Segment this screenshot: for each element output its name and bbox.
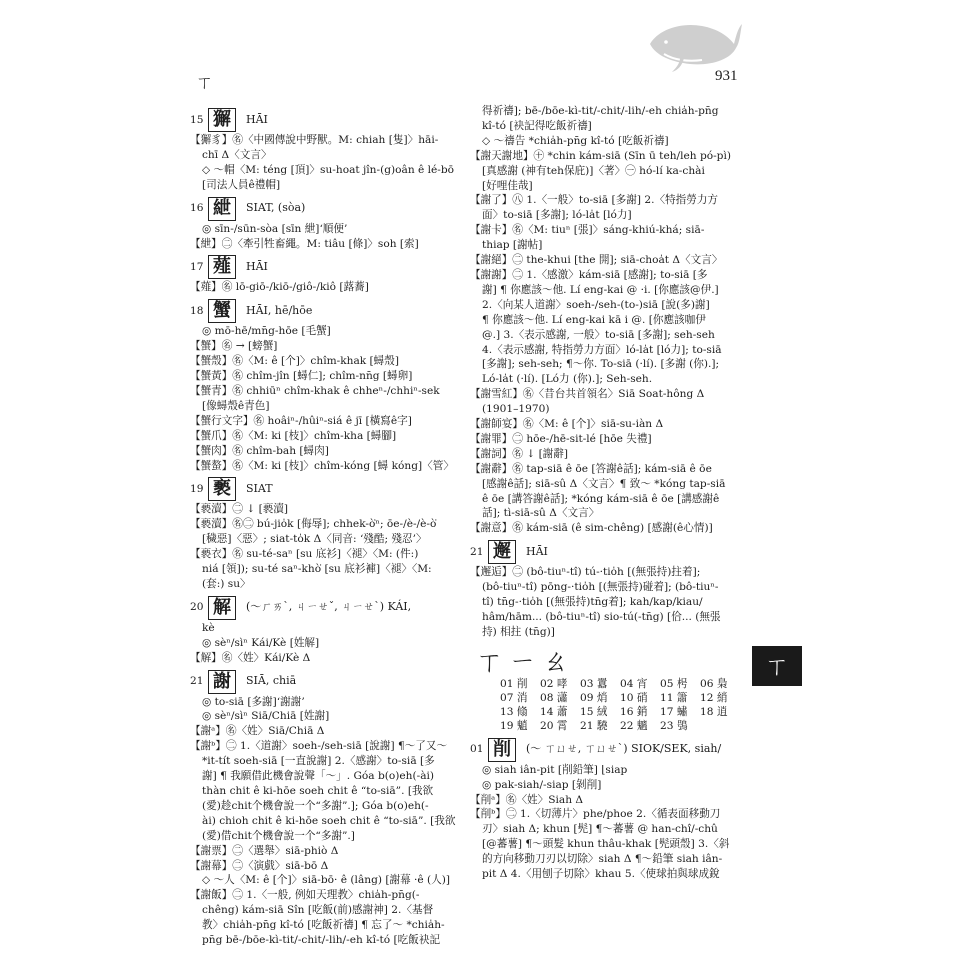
whale-logo-icon — [644, 14, 744, 76]
entry-line: 謝] ¶ 你應該～他. Lí eng-kai @ ·i. [你應該@伊.] — [482, 283, 719, 296]
entry-line: 【謝意】㊔ kám-siā (ê sim-chêng) [感謝(ê心情)] — [470, 522, 713, 535]
entry-character: 解 — [208, 596, 236, 620]
entry-character: 褻 — [208, 477, 236, 501]
entry-line: 刃〉siah Δ; khun [髡] ¶～蕃薯 @ han-chî/-chû — [482, 823, 718, 836]
entry-line: 【削ᵇ】㊁ 1.〈切薄片〉phe/phoe 2.〈循表面移動刀 — [470, 808, 721, 821]
entry-head — [190, 196, 460, 222]
entry-line: (bô-tiuⁿ-tî) pōng-·tio̍h [(無張持)碰着]; (bô-tiuⁿ- — [482, 581, 719, 594]
entry-line: 【解】㊔〈姓〉Kái/Kè Δ — [190, 651, 311, 664]
variant-item: 05 枵 — [660, 677, 688, 690]
entry-number: 21 — [470, 545, 484, 558]
variant-item: 02 哮 — [540, 677, 568, 690]
entry-character: 蟹 — [208, 299, 236, 323]
entry-line: 持) 相拄 (tn̄g)] — [482, 625, 555, 638]
entry-character: 削 — [488, 738, 516, 762]
entry-line: 話]; tì-siā-sû Δ〈文言〉 — [482, 507, 600, 520]
entry-reading: (～ ㄒㄩㄝ, ㄒㄩㄝˋ) SIOK/SEK, siah/ — [526, 742, 722, 756]
variant-item: 01 削 — [500, 677, 528, 690]
entry-line: (1901–1970) — [482, 403, 550, 416]
entry-line: ◎ to-siā [多謝]‘謝謝’ — [202, 695, 305, 708]
entry-head — [190, 669, 460, 695]
entry-line: 【蟹】㊔ → [螃蟹] — [190, 340, 278, 353]
entry-number: 17 — [190, 260, 204, 273]
entry-line: 的方向移動刀刃以切除〉siah Δ ¶～鉛筆 siah iân- — [482, 853, 723, 866]
entry-character: 獬 — [208, 108, 236, 132]
variant-item: 07 消 — [500, 691, 528, 704]
right-column — [470, 104, 770, 882]
variant-item: 16 銷 — [620, 705, 648, 718]
entry-number: 21 — [190, 675, 204, 688]
variant-item: 12 綃 — [700, 691, 728, 704]
entry-line: ¶ 你應該～他. Lí eng-kai kā i @. [你應該咖伊 — [482, 313, 706, 326]
entry-line: ◇ ～帽〈M: téng [頂]〉su-hoat jîn-(g)oân ê lé-bō — [202, 163, 455, 176]
entry-line: 【褻瀆】㊔㊁ bú-jio̍k [侮辱]; chhek-ò͘ⁿ; ōe-/è-/è-ò͘ — [190, 518, 437, 531]
entry-line: ◎ siah iân-pit [削鉛筆] ⌊siap — [482, 763, 628, 776]
entry-line: 【蟹青】㊔ chhiūⁿ chîm-khak ê chheⁿ-/chhiⁿ-sek — [190, 384, 440, 397]
page-number: 931 — [715, 68, 738, 84]
entry-line: 【謝天謝地】㊉ *chin kám-siā (Sīn ū teh/leh pó-pì) — [470, 149, 731, 162]
entry-line: 【邂逅】㊁ (bô-tiuⁿ-tî) tú-·tio̍h [(無張持)拄着]; — [470, 566, 701, 579]
entry-line: ◎ sèⁿ/sìⁿ Siā/Chiā [姓謝] — [202, 710, 330, 723]
entry-line: 【謝ᵇ】㊁ 1.〈道謝〉soeh-/seh-siā [說謝] ¶～了又～ — [190, 740, 448, 753]
entry-line: 【謝詞】㊔ ↓ [謝辭] — [470, 447, 569, 460]
entry-number: 01 — [470, 743, 484, 756]
entry-line: 【蟹黃】㊔ chîm-jîn [蟳仁]; chîm-nn̄g [蟳卵] — [190, 370, 413, 383]
variant-item: 10 硝 — [620, 691, 648, 704]
entry-line: 【謝ᵃ】㊔〈姓〉Siā/Chiā Δ — [190, 725, 325, 738]
entry-line: 【謝幕】㊁〈演戲〉siā-bō Δ — [190, 859, 329, 872]
entry-reading: SIAT — [246, 481, 273, 495]
variant-item: 20 霄 — [540, 719, 568, 732]
entry-line: 【削ᵃ】㊔〈姓〉Siah Δ — [470, 793, 584, 806]
variant-item: 06 梟 — [700, 677, 728, 690]
entry-reading: SIĀ, chiā — [246, 674, 297, 688]
variant-item: 19 魈 — [500, 719, 528, 732]
entry-number: 15 — [190, 113, 204, 126]
entry-line: kî-tó [袂記得吃飯祈禱] — [482, 119, 592, 132]
variant-item: 04 宵 — [620, 677, 648, 690]
entry-line: 2.〈向某人道謝〉soeh-/seh-(to-)siā [說(多)謝] — [482, 298, 710, 311]
entry-head — [190, 298, 460, 324]
entry-line: 【謝飯】㊁ 1.〈一般, 例如天理教〉chia̍h-pn̄g(- — [190, 889, 420, 902]
entry-line: 【謝了】㊇ 1.〈一般〉to-siā [多謝] 2.〈特指勞力方 — [470, 194, 719, 207]
entry-line: ◇ ～禱告 *chia̍h-pn̄g kî-tó [吃飯祈禱] — [482, 134, 669, 147]
variant-item: 11 簫 — [660, 691, 688, 704]
entry-line: pit Δ 4.〈用刨子切除〉khau 5.〈使球拍與球成銳 — [482, 868, 720, 881]
variant-item: 23 鴞 — [660, 719, 688, 732]
entry-line: 【謝罪】㊁ hōe-/hē-sit-lé [hōe 失禮] — [470, 432, 652, 445]
entry-reading: (～ㄏㄞˋ, ㄐㄧㄝˇ, ㄐㄧㄝˋ) KÁI, — [246, 600, 412, 614]
entry-reading: HĀI — [246, 259, 268, 273]
entry-head — [190, 107, 460, 133]
entry-reading: HĀI — [246, 112, 268, 126]
entry-line: (套:) su〉 — [202, 577, 251, 590]
section-heading: ㄒㄧㄠ — [476, 646, 575, 678]
entry-line: 面〉to-siā [多謝]; ló-la̍t [ló力] — [482, 209, 632, 222]
entry-line: ◎ sèⁿ/sìⁿ Kái/Kè [姓解] — [202, 636, 320, 649]
entry-line: 【謝票】㊁〈選舉〉siā-phiò Δ — [190, 844, 339, 857]
entry-line: ◎ mō-hē/mn̄g-hōe [毛蟹] — [202, 325, 331, 338]
entry-head — [190, 595, 460, 621]
side-index-tab: ㄒ — [752, 646, 802, 686]
entry-line: 【謝絕】㊁ the-khui [the 開]; siā-choa̍t Δ〈文言〉 — [470, 254, 723, 267]
entry-head — [470, 737, 770, 763]
entry-line: 謝] ¶ 我願借此機會說聲「～」. Góa b(o)eh(-ài) — [202, 770, 435, 783]
entry-line: 【蟹肉】㊔ chîm-bah [蟳肉] — [190, 444, 329, 457]
entry-line: @.] 3.〈表示感謝, 一般〉to-siā [多謝]; seh-seh — [482, 328, 715, 341]
entry-character: 謝 — [208, 670, 236, 694]
entry-line: Ló-la̍t (·lí). [Ló力 (你).]; Seh-seh. — [482, 373, 653, 386]
variant-item: 15 絨 — [580, 705, 608, 718]
entry-reading: HĀI, hē/hōe — [246, 303, 313, 317]
variant-item: 22 魑 — [620, 719, 648, 732]
entry-line: 得祈禱]; bē-/bōe-kì-tit/-chit/-lih/-eh chia̍h-pn̄g — [482, 105, 719, 117]
entry-number: 16 — [190, 202, 204, 215]
entry-line: 【蟹爪】㊔〈M: ki [枝]〉chîm-kha [蟳腳] — [190, 429, 397, 442]
entry-line: thàn chit ê ki-hōe soeh chit ê “to-siā”. [我欲 — [202, 785, 434, 797]
variant-item: 21 驍 — [580, 719, 608, 732]
entry-line: 4.〈表示感謝, 特指勞力方面〉ló-la̍t [ló力]; to-siā — [482, 343, 722, 356]
entry-line: [真感謝 (神有teh保庇)]〈著〉㊀ hó-lí ka-chài — [482, 164, 705, 177]
entry-line: kè — [202, 621, 215, 634]
right-column-entries — [470, 104, 770, 640]
header-section-glyph: ㄒ — [196, 73, 213, 93]
entry-reading: HĀI — [526, 544, 548, 558]
variant-character-list — [470, 677, 770, 733]
entry-character: 紲 — [208, 197, 236, 221]
entry-line: thiap [謝帖] — [482, 239, 543, 252]
entry-head — [470, 539, 770, 565]
entry-line: pn̄g bē-/bōe-kì-tit/-chit/-lih/-eh kî-tó [吃飯袂記 — [202, 934, 441, 947]
left-column — [190, 104, 460, 948]
section-entries — [470, 763, 770, 882]
entry-number: 18 — [190, 304, 204, 317]
entry-line: [@蕃薯] ¶～頭髮 khun thâu-khak [髡頭殼] 3.〈斜 — [482, 838, 730, 851]
entry-line: ◇ ～人〈M: ê [个]〉siā-bō· ê (lâng) [謝幕 ·ê (人)] — [202, 874, 451, 887]
entry-line: 【謝師宴】㊔〈M: ê [个]〉siā-su-iàn Δ — [470, 418, 664, 431]
variant-item: 14 蕭 — [540, 705, 568, 718]
entry-line: 【謝謝】㊁ 1.〈感激〉kám-siā [感謝]; to-siā [多 — [470, 268, 708, 281]
entry-line: chī Δ〈文言〉 — [202, 148, 272, 161]
variant-item: 08 瀟 — [540, 691, 568, 704]
entry-line: ◎ sīn-/sūn-sòa [sīn 紲]‘順便’ — [202, 222, 348, 235]
entry-line: [司法人員ê禮帽] — [202, 178, 281, 191]
entry-line: niá [領]); su-té saⁿ-khò͘ [su 底衫褲]〈褪〉〈M: — [202, 563, 432, 576]
entry-character: 邂 — [488, 540, 516, 564]
entry-line: 【紲】㊁〈牽引牲畜繩。M: tiâu [條]〉soh [索] — [190, 237, 419, 250]
entry-line: 【蟹行文字】㊔ hoâiⁿ-/hûiⁿ-siá ê jī [橫寫ê字] — [190, 414, 412, 427]
entry-head — [190, 254, 460, 280]
entry-number: 20 — [190, 601, 204, 614]
variant-item: 03 囂 — [580, 677, 608, 690]
entry-line: *it-tít soeh-siā [一直說謝] 2.〈感謝〉to-siā [多 — [202, 755, 435, 768]
entry-line: 【薤】㊔ lō-giō-/kiō-/giô-/kiô [蕗蕎] — [190, 281, 369, 294]
entry-line: 【蟹螯】㊔〈M: ki [枝]〉chîm-kóng [蟳 kóng]〈管〉 — [190, 459, 454, 472]
entry-line: (愛)趁chit个機會說一个“多謝”.]; Góa b(o)eh(- — [202, 799, 429, 812]
entry-line: [感謝ê話]; siā-sû Δ〈文言〉¶ 致～ *kóng tap-siā — [482, 477, 726, 490]
entry-character: 薤 — [208, 255, 236, 279]
page-header — [0, 68, 954, 92]
variant-item: 13 翛 — [500, 705, 528, 718]
entry-line: 【褻衣】㊔ su-té-saⁿ [su 底衫]〈褪〉〈M: (件:) — [190, 548, 419, 561]
entry-number: 19 — [190, 482, 204, 495]
entry-line: hâm/hām... (bô-tiuⁿ-tî) sio-tú(-tn̄g) [佮... (無張 — [482, 611, 721, 623]
entry-line: (愛)借chit个機會說一个“多謝”.] — [202, 829, 355, 842]
entry-line: 【獬豸】㊔〈中國傳說中野獸。M: chiah [隻]〉hāi- — [190, 134, 439, 146]
entry-line: 【謝辭】㊔ tap-siā ê ōe [答謝ê話]; kám-siā ê ōe — [470, 462, 712, 475]
entry-reading: SIAT, (sòa) — [246, 201, 306, 215]
entry-line: ◎ pak-siah/-siap [剝削] — [482, 778, 602, 791]
entry-line: [像蟳殼ê青色] — [202, 399, 270, 412]
entry-line: 【謝卡】㊔〈M: tiuⁿ [張]〉sáng-khiú-khá; siā- — [470, 224, 705, 237]
entry-line: ài) chioh chit ê ki-hōe soeh chit ê “to-siā”. [我欲 — [202, 814, 456, 827]
entry-line: chêng) kám-siā Sîn [吃飯(前)感謝神] 2.〈基督 — [202, 904, 434, 917]
entry-line: 教〉chia̍h-pn̄g kî-tó [吃飯祈禱] ¶ 忘了～ *chia̍h- — [202, 919, 445, 932]
entry-line: 【蟹殼】㊔〈M: ê [个]〉chîm-khak [蟳殼] — [190, 355, 400, 368]
entry-line: 【褻瀆】㊁ ↓ [褻瀆] — [190, 503, 289, 516]
entry-line: [好哩佳哉] — [482, 179, 533, 192]
entry-line: 【謝雪紅】㊔〈昔台共首領名〉Siā Soat-hông Δ — [470, 388, 705, 401]
variant-item: 17 蟰 — [660, 705, 688, 718]
entry-line: ê ōe [講答謝ê話]; *kóng kám-siā ê ōe [講感謝ê — [482, 492, 720, 505]
entry-line: [多謝]; seh-seh; ¶～你. To-siā (·lí). [多謝 (你).]; — [482, 358, 720, 371]
variant-item: 09 焇 — [580, 691, 608, 704]
entry-line: [穢惡]〈惡〉; siat-to̍k Δ〈同音: ‘殘酷; 殘忍’〉 — [202, 533, 427, 546]
entry-head — [190, 476, 460, 502]
variant-item: 18 逍 — [700, 705, 728, 718]
entry-line: tî) tn̄g-·tio̍h [(無張持)tn̄g着]; kah/kap/kiau/ — [482, 596, 703, 609]
